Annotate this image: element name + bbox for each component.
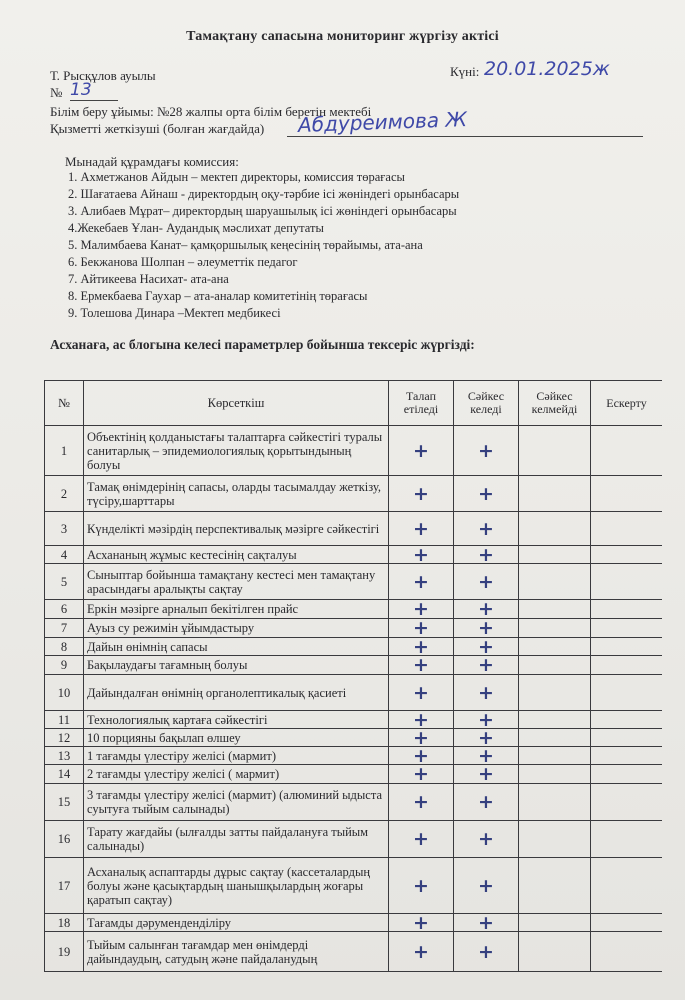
header-not-matches: Сәйкес келмейді xyxy=(519,381,591,426)
row-indicator: Тағамды дәруменденділіру xyxy=(84,914,389,932)
table-row xyxy=(45,914,663,932)
row-not-matches xyxy=(519,600,591,619)
row-indicator: 2 тағамды үлестіру желісі ( мармит) xyxy=(84,765,389,784)
row-number: 13 xyxy=(45,747,84,765)
table-row xyxy=(45,932,663,972)
table-row xyxy=(45,476,663,512)
row-matches-mark: + xyxy=(454,476,519,512)
row-not-matches xyxy=(519,765,591,784)
row-matches-mark: + xyxy=(454,638,519,656)
row-not-matches xyxy=(519,675,591,711)
row-matches-mark: + xyxy=(454,675,519,711)
table-row xyxy=(45,546,663,564)
commission-member: 3. Алибаев Мұрат– директордың шаруашылық ісі жөніндегі орынбасары xyxy=(68,204,457,218)
commission-member: 8. Ермекбаева Гаухар – ата-аналар комитетінің төрағасы xyxy=(68,289,368,303)
row-note xyxy=(591,914,663,932)
row-number: 19 xyxy=(45,932,84,972)
row-number: 16 xyxy=(45,821,84,858)
row-note xyxy=(591,512,663,546)
row-indicator: Сыныптар бойынша тамақтану кестесі мен тамақтану арасындағы аралықты сақтау xyxy=(84,564,389,600)
row-number: 1 xyxy=(45,426,84,476)
commission-member: 5. Малимбаева Канат– қамқоршылық кеңесінің төрайымы, ата-ана xyxy=(68,238,423,252)
table-row xyxy=(45,765,663,784)
row-note xyxy=(591,675,663,711)
row-indicator: Еркін мәзірге арналып бекітілген прайс xyxy=(84,600,389,619)
row-required-mark: + xyxy=(389,512,454,546)
row-matches-mark: + xyxy=(454,914,519,932)
row-matches-mark: + xyxy=(454,932,519,972)
row-indicator: Тамақ өнімдерінің сапасы, оларды тасымалдау жеткізу, түсіру,шарттары xyxy=(84,476,389,512)
row-note xyxy=(591,564,663,600)
section-title: Асханаға, ас блогына келесі параметрлер бойынша тексеріс жүргізді: xyxy=(50,337,475,352)
row-note xyxy=(591,821,663,858)
row-note xyxy=(591,476,663,512)
provider-label: Қызметті жеткізуші (болған жағдайда) xyxy=(50,121,265,136)
table-row xyxy=(45,564,663,600)
header-matches: Сәйкес келеді xyxy=(454,381,519,426)
inspection-table-wrap xyxy=(44,380,662,1000)
row-required-mark: + xyxy=(389,564,454,600)
commission-heading: Мынадай құрамдағы комиссия: xyxy=(65,154,239,169)
row-not-matches xyxy=(519,729,591,747)
row-note xyxy=(591,747,663,765)
row-matches-mark: + xyxy=(454,546,519,564)
table-row xyxy=(45,656,663,675)
row-indicator: Күнделікті мәзірдің перспективалық мәзірге сәйкестігі xyxy=(84,512,389,546)
row-required-mark: + xyxy=(389,600,454,619)
table-header-row xyxy=(45,381,663,426)
row-matches-mark: + xyxy=(454,765,519,784)
table-row xyxy=(45,784,663,821)
village-name: Т. Рысқұлов ауылы xyxy=(50,68,156,83)
row-matches-mark: + xyxy=(454,784,519,821)
table-row xyxy=(45,821,663,858)
row-indicator: Дайындалған өнімнің органолептикалық қасиеті xyxy=(84,675,389,711)
row-matches-mark: + xyxy=(454,656,519,675)
table-row xyxy=(45,711,663,729)
table-row xyxy=(45,619,663,638)
row-matches-mark: + xyxy=(454,747,519,765)
row-number: 14 xyxy=(45,765,84,784)
date-value: 20.01.2025ж xyxy=(484,58,610,80)
row-required-mark: + xyxy=(389,675,454,711)
row-not-matches xyxy=(519,512,591,546)
table-row xyxy=(45,858,663,914)
row-matches-mark: + xyxy=(454,858,519,914)
row-required-mark: + xyxy=(389,858,454,914)
row-matches-mark: + xyxy=(454,711,519,729)
row-note xyxy=(591,711,663,729)
row-matches-mark: + xyxy=(454,426,519,476)
row-not-matches xyxy=(519,656,591,675)
row-indicator: Бақылаудағы тағамның болуы xyxy=(84,656,389,675)
row-note xyxy=(591,546,663,564)
row-indicator: 10 порцияны бақылап өлшеу xyxy=(84,729,389,747)
number-label: № xyxy=(50,85,63,100)
row-number: 10 xyxy=(45,675,84,711)
header-note: Ескерту xyxy=(591,381,663,426)
row-required-mark: + xyxy=(389,765,454,784)
row-not-matches xyxy=(519,564,591,600)
row-not-matches xyxy=(519,914,591,932)
row-required-mark: + xyxy=(389,711,454,729)
row-note xyxy=(591,729,663,747)
row-note xyxy=(591,656,663,675)
row-required-mark: + xyxy=(389,426,454,476)
row-not-matches xyxy=(519,747,591,765)
commission-member: 1. Ахметжанов Айдын – мектеп директоры, комиссия төрағасы xyxy=(68,170,405,184)
row-number: 2 xyxy=(45,476,84,512)
row-matches-mark: + xyxy=(454,512,519,546)
row-matches-mark: + xyxy=(454,564,519,600)
provider-value: Абдуреимова Ж xyxy=(297,107,468,137)
header-indicator: Көрсеткіш xyxy=(84,381,389,426)
row-note xyxy=(591,426,663,476)
row-number: 7 xyxy=(45,619,84,638)
row-required-mark: + xyxy=(389,784,454,821)
row-not-matches xyxy=(519,821,591,858)
table-row xyxy=(45,638,663,656)
row-not-matches xyxy=(519,619,591,638)
row-not-matches xyxy=(519,932,591,972)
row-indicator: 1 тағамды үлестіру желісі (мармит) xyxy=(84,747,389,765)
table-row xyxy=(45,600,663,619)
row-matches-mark: + xyxy=(454,729,519,747)
row-matches-mark: + xyxy=(454,821,519,858)
row-indicator: 3 тағамды үлестіру желісі (мармит) (алюминий ыдыста суытуға тыйым салынады) xyxy=(84,784,389,821)
row-indicator: Технологиялық картаға сәйкестігі xyxy=(84,711,389,729)
row-indicator: Тыйым салынған тағамдар мен өнімдерді дайындаудың, сатудың және пайдаланудың xyxy=(84,932,389,972)
row-not-matches xyxy=(519,546,591,564)
row-required-mark: + xyxy=(389,729,454,747)
row-number: 18 xyxy=(45,914,84,932)
row-not-matches xyxy=(519,476,591,512)
row-number: 8 xyxy=(45,638,84,656)
document-title: Тамақтану сапасына мониторинг жүргізу актісі xyxy=(186,29,499,44)
row-required-mark: + xyxy=(389,821,454,858)
row-matches-mark: + xyxy=(454,600,519,619)
row-number: 15 xyxy=(45,784,84,821)
row-note xyxy=(591,619,663,638)
row-number: 17 xyxy=(45,858,84,914)
row-number: 5 xyxy=(45,564,84,600)
header-number: № xyxy=(45,381,84,426)
number-value: 13 xyxy=(70,80,118,101)
commission-member: 6. Бекжанова Шолпан – әлеуметтік педагог xyxy=(68,255,298,269)
row-number: 6 xyxy=(45,600,84,619)
table-row xyxy=(45,729,663,747)
row-not-matches xyxy=(519,711,591,729)
row-required-mark: + xyxy=(389,638,454,656)
commission-member: 2. Шағатаева Айнаш - директордың оқу-тәрбие ісі жөніндегі орынбасары xyxy=(68,187,460,201)
row-matches-mark: + xyxy=(454,619,519,638)
row-not-matches xyxy=(519,784,591,821)
row-required-mark: + xyxy=(389,476,454,512)
row-note xyxy=(591,932,663,972)
row-note xyxy=(591,784,663,821)
provider-underline xyxy=(287,136,643,137)
table-row xyxy=(45,426,663,476)
row-note xyxy=(591,858,663,914)
commission-member: 7. Айтикеева Насихат- ата-ана xyxy=(68,272,229,286)
table-row xyxy=(45,675,663,711)
row-required-mark: + xyxy=(389,619,454,638)
row-required-mark: + xyxy=(389,546,454,564)
header-required: Талап етіледі xyxy=(389,381,454,426)
row-indicator: Асханалық аспаптарды дұрыс сақтау (кассеталардың болуы және қасықтардың шанышқылардың жоғары қаратып сақтау) xyxy=(84,858,389,914)
table-row xyxy=(45,512,663,546)
row-required-mark: + xyxy=(389,932,454,972)
table-row xyxy=(45,747,663,765)
row-number: 4 xyxy=(45,546,84,564)
row-number: 3 xyxy=(45,512,84,546)
row-indicator: Асхананың жұмыс кестесінің сақталуы xyxy=(84,546,389,564)
row-not-matches xyxy=(519,638,591,656)
row-note xyxy=(591,765,663,784)
row-indicator: Объектінің қолданыстағы талаптарға сәйкестігі туралы санитарлық – эпидемиологиялық қорытындының болуы xyxy=(84,426,389,476)
row-required-mark: + xyxy=(389,656,454,675)
row-note xyxy=(591,600,663,619)
school-line: Білім беру ұйымы: №28 жалпы орта білім беретін мектебі xyxy=(50,104,372,119)
row-note xyxy=(591,638,663,656)
row-required-mark: + xyxy=(389,747,454,765)
row-not-matches xyxy=(519,426,591,476)
row-indicator: Ауыз су режимін ұйымдастыру xyxy=(84,619,389,638)
date-label: Күні: xyxy=(450,64,480,79)
row-not-matches xyxy=(519,858,591,914)
row-required-mark: + xyxy=(389,914,454,932)
commission-member: 4.Жекебаев Ұлан- Аудандық мәслихат депутаты xyxy=(68,221,324,235)
commission-member: 9. Толешова Динара –Мектеп медбикесі xyxy=(68,306,281,320)
inspection-table xyxy=(44,380,662,972)
row-indicator: Тарату жағдайы (ылғалды затты пайдалануға тыйым салынады) xyxy=(84,821,389,858)
row-number: 12 xyxy=(45,729,84,747)
row-indicator: Дайын өнімнің сапасы xyxy=(84,638,389,656)
row-number: 11 xyxy=(45,711,84,729)
row-number: 9 xyxy=(45,656,84,675)
